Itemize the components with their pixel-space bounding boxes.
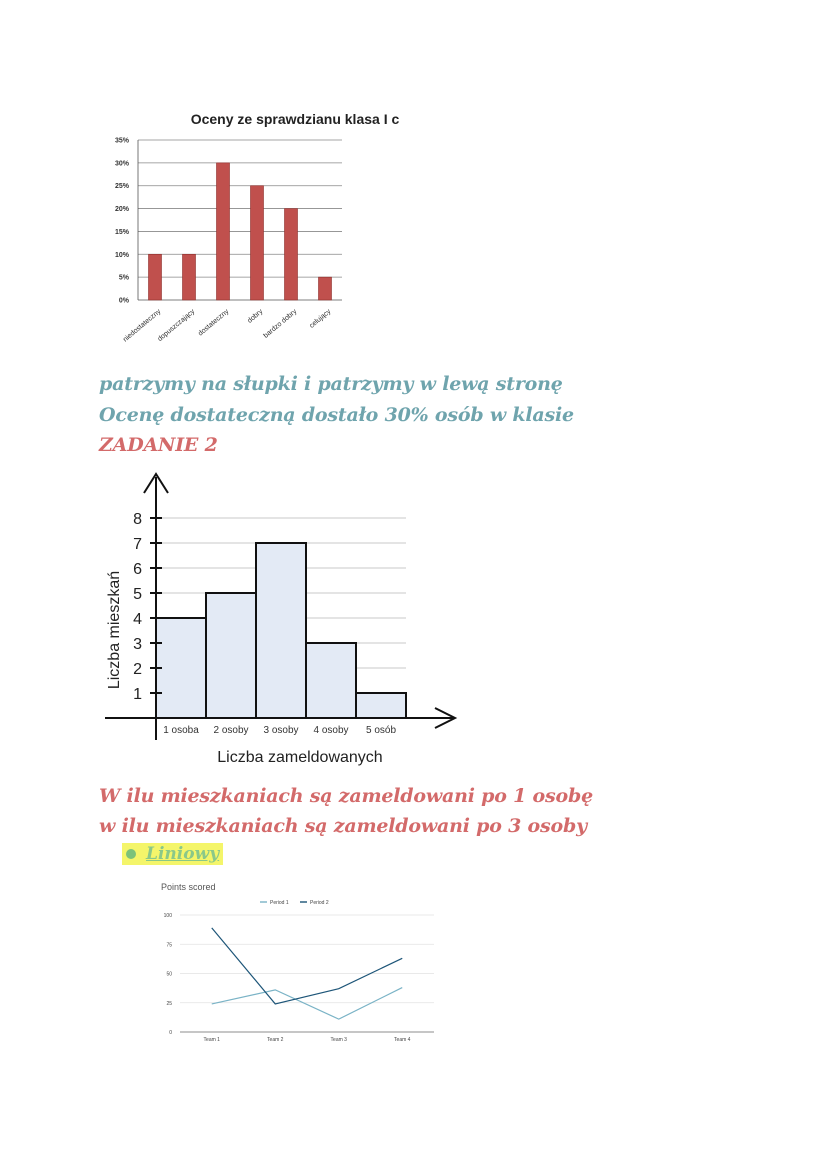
question-3-persons: w ilu mieszkaniach są zameldowani po 3 osoby xyxy=(99,815,587,837)
grades-bar xyxy=(251,186,264,300)
grades-y-tick-label: 35% xyxy=(114,137,129,145)
line-chart-x-tick-label: Team 1 xyxy=(203,1037,220,1043)
histogram-x-tick-label: 1 osoba xyxy=(163,725,199,736)
grades-chart-title: Oceny ze sprawdzianu klasa I c xyxy=(190,111,400,127)
grades-bar xyxy=(319,277,332,300)
histogram-bar xyxy=(156,618,206,718)
grades-bar xyxy=(217,163,230,300)
bullet-line-chart xyxy=(122,843,223,865)
grades-x-tick-label: dobry xyxy=(246,308,265,325)
grades-x-tick-label: bardzo dobry xyxy=(262,308,299,340)
note-look-at-bars: patrzymy na słupki i patrzymy w lewą stronę xyxy=(99,373,563,395)
histogram-bar xyxy=(356,693,406,718)
note-satisfactory-30: Ocenę dostateczną dostało 30% osób w klasie xyxy=(99,404,574,426)
grades-y-tick-label: 5% xyxy=(118,274,129,282)
legend-label: Period 2 xyxy=(310,900,329,906)
grades-bar xyxy=(183,254,196,300)
highlight-marker xyxy=(122,843,223,865)
grades-x-tick-label: dostateczny xyxy=(197,308,231,338)
histogram-y-tick-label: 7 xyxy=(133,536,142,553)
question-1-person: W ilu mieszkaniach są zameldowani po 1 osobę xyxy=(99,785,593,807)
histogram-x-tick-label: 4 osoby xyxy=(313,725,349,736)
line-chart-x-tick-label: Team 3 xyxy=(330,1037,347,1043)
line-chart-y-tick-label: 50 xyxy=(166,971,172,978)
grades-y-tick-label: 20% xyxy=(114,206,129,214)
grades-bar xyxy=(285,209,298,300)
histogram-y-tick-label: 2 xyxy=(133,661,142,678)
grades-bar xyxy=(149,254,162,300)
histogram-y-tick-label: 5 xyxy=(133,586,142,603)
histogram-x-tick-label: 3 osoby xyxy=(263,725,299,736)
grades-y-tick-label: 10% xyxy=(114,251,129,259)
line-chart-y-tick-label: 0 xyxy=(169,1030,172,1036)
line-series-2 xyxy=(212,928,403,1004)
grades-y-tick-label: 25% xyxy=(114,183,129,191)
histogram-y-tick-label: 8 xyxy=(133,511,142,528)
line-chart-y-tick-label: 75 xyxy=(166,942,172,949)
grades-y-tick-label: 30% xyxy=(114,160,129,168)
legend-label: Period 1 xyxy=(270,900,289,906)
line-chart-y-tick-label: 100 xyxy=(163,913,172,919)
line-chart-x-tick-label: Team 4 xyxy=(394,1037,411,1043)
histogram-y-tick-label: 1 xyxy=(133,686,142,703)
histogram-bar xyxy=(256,543,306,718)
grades-bar-chart xyxy=(95,100,415,375)
grades-y-tick-label: 15% xyxy=(114,228,129,236)
line-chart-x-tick-label: Team 2 xyxy=(267,1037,284,1043)
grades-x-tick-label: celujący xyxy=(308,308,333,330)
histogram-bar xyxy=(206,593,256,718)
histogram-x-tick-label: 2 osoby xyxy=(213,725,249,736)
histogram-x-axis-label: Liczba zameldowanych xyxy=(217,749,383,766)
line-chart-title: Points scored xyxy=(161,882,216,892)
bullet-dot-icon xyxy=(126,849,136,859)
histogram-y-axis-label: Liczba mieszkań xyxy=(106,570,123,690)
task-2-heading: ZADANIE 2 xyxy=(99,434,218,456)
line-series-1 xyxy=(212,988,403,1020)
histogram-x-tick-label: 5 osób xyxy=(365,725,397,736)
line-chart-y-tick-label: 25 xyxy=(166,1000,172,1007)
grades-x-tick-label: niedostateczny xyxy=(122,308,163,344)
grades-x-tick-label: dopuszczający xyxy=(156,308,197,344)
histogram-y-tick-label: 3 xyxy=(133,636,142,653)
apartments-histogram xyxy=(95,465,465,775)
histogram-bar xyxy=(306,643,356,718)
points-line-chart xyxy=(150,875,450,1050)
histogram-y-tick-label: 4 xyxy=(133,611,142,628)
bullet-label: Liniowy xyxy=(146,844,220,864)
histogram-y-tick-label: 6 xyxy=(133,561,142,578)
grades-y-tick-label: 0% xyxy=(118,297,129,305)
